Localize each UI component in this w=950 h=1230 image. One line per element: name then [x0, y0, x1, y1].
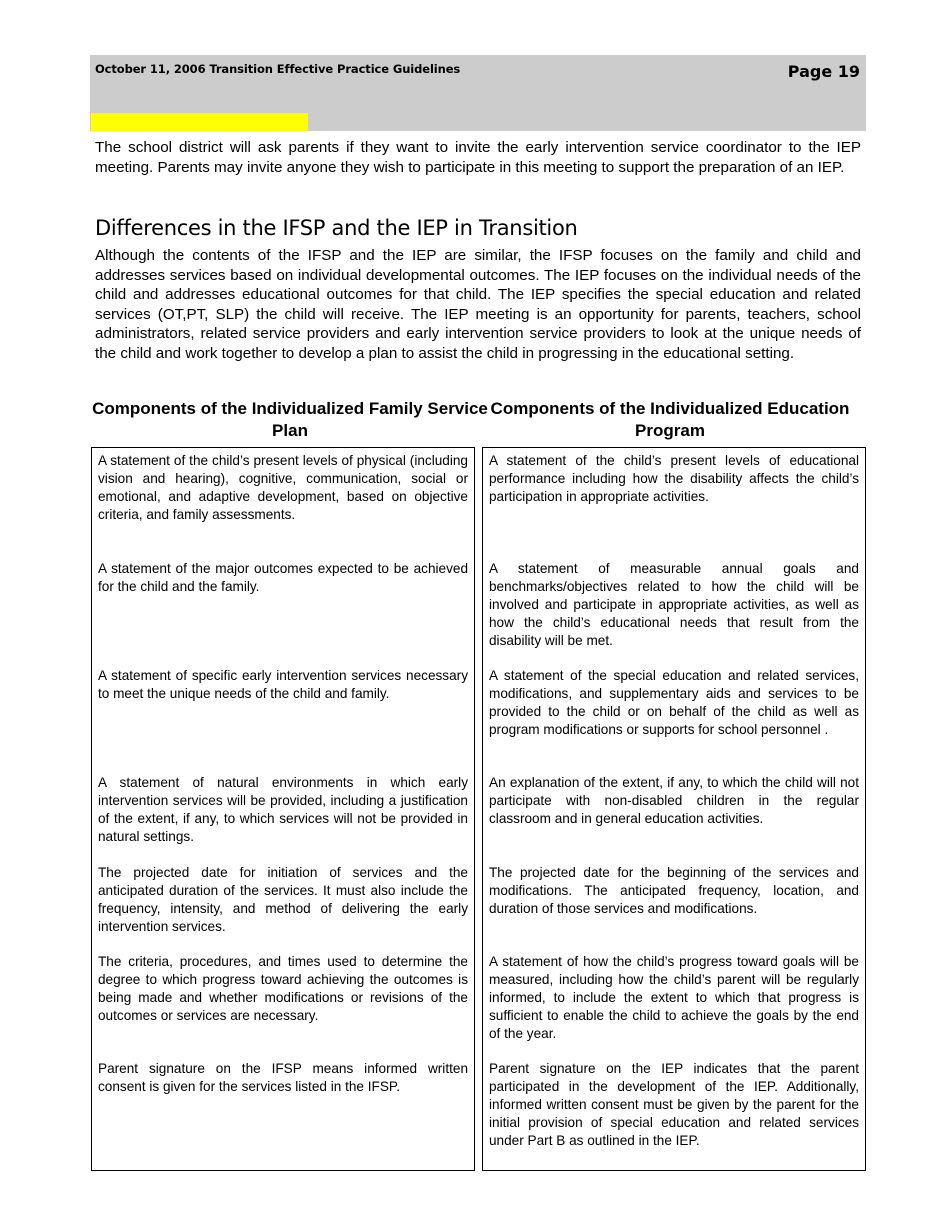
- iep-item: A statement of measurable annual goals and benchmarks/objectives related to how the child will be involved and participate in appropriate activities, as well as how the child’s educational needs that result from the disability will be met.: [489, 561, 859, 648]
- ifsp-item: A statement of the major outcomes expected to be achieved for the child and the family.: [98, 561, 468, 594]
- iep-item: The projected date for the beginning of the services and modifications. The anticipated frequency, location, and duration of those services and modifications.: [489, 865, 859, 916]
- iep-item: A statement of how the child’s progress toward goals will be measured, including how the child’s parent will be regularly informed, to include the extent to which that progress is sufficient to enable the child to achieve the goals by the end of the year.: [489, 954, 859, 1041]
- ifsp-components-box: [91, 447, 475, 1171]
- highlight-bar: [91, 113, 308, 131]
- ifsp-column-heading: Components of the Individualized Family Service Plan: [92, 399, 488, 440]
- section-paragraph: Although the contents of the IFSP and the IEP are similar, the IFSP focuses on the family and child and addresses services based on individual developmental outcomes. The IEP focuses on the individual needs of the child and addresses educational outcomes for that child. The IEP specifies the special education and related services (OT,PT, SLP) the child will receive. The IEP meeting is an opportunity for parents, teachers, school administrators, related service providers and early intervention service providers to look at the unique needs of the child and work together to develop a plan to assist the child in progressing in the educational setting.: [95, 247, 861, 362]
- ifsp-item: Parent signature on the IFSP means informed written consent is given for the services listed in the IFSP.: [98, 1061, 468, 1094]
- iep-item: A statement of the special education and related services, modifications, and supplementary aids and services to be provided to the child or on behalf of the child as well as program modifications or supports for school personnel .: [489, 668, 859, 737]
- page-number: Page 19: [787, 62, 860, 81]
- ifsp-item: The projected date for initiation of services and the anticipated duration of the services. It must also include the frequency, intensity, and method of delivering the early intervention services.: [98, 865, 468, 934]
- iep-item: An explanation of the extent, if any, to which the child will not participate with non-disabled children in the regular classroom and in general education activities.: [489, 775, 859, 826]
- ifsp-item: The criteria, procedures, and times used to determine the degree to which progress toward achieving the outcomes is being made and whether modifications or revisions of the outcomes or services are necessary.: [98, 954, 468, 1023]
- ifsp-item: A statement of specific early intervention services necessary to meet the unique needs of the child and family.: [98, 668, 468, 701]
- iep-item: Parent signature on the IEP indicates that the parent participated in the development of the IEP. Additionally, informed written consent must be given by the parent for the initial provision of special education and related services under Part B as outlined in the IEP.: [489, 1061, 859, 1148]
- header-title: October 11, 2006 Transition Effective Practice Guidelines: [95, 62, 461, 76]
- section-heading: Differences in the IFSP and the IEP in Transition: [95, 216, 578, 240]
- ifsp-item: A statement of the child’s present levels of physical (including vision and hearing), cognitive, communication, social or emotional, and adaptive development, based on objective criteria, and family assessments.: [98, 453, 468, 522]
- iep-item: A statement of the child’s present levels of educational performance including how the disability affects the child’s participation in appropriate activities.: [489, 453, 859, 504]
- iep-components-box: [482, 447, 866, 1171]
- ifsp-item: A statement of natural environments in which early intervention services will be provided, including a justification of the extent, if any, to which services will not be provided in natural settings.: [98, 775, 468, 844]
- intro-paragraph: The school district will ask parents if they want to invite the early intervention service coordinator to the IEP meeting. Parents may invite anyone they wish to participate in this meeting to support the preparation of an IEP.: [95, 139, 861, 176]
- iep-column-heading: Components of the Individualized Education Program: [490, 399, 850, 440]
